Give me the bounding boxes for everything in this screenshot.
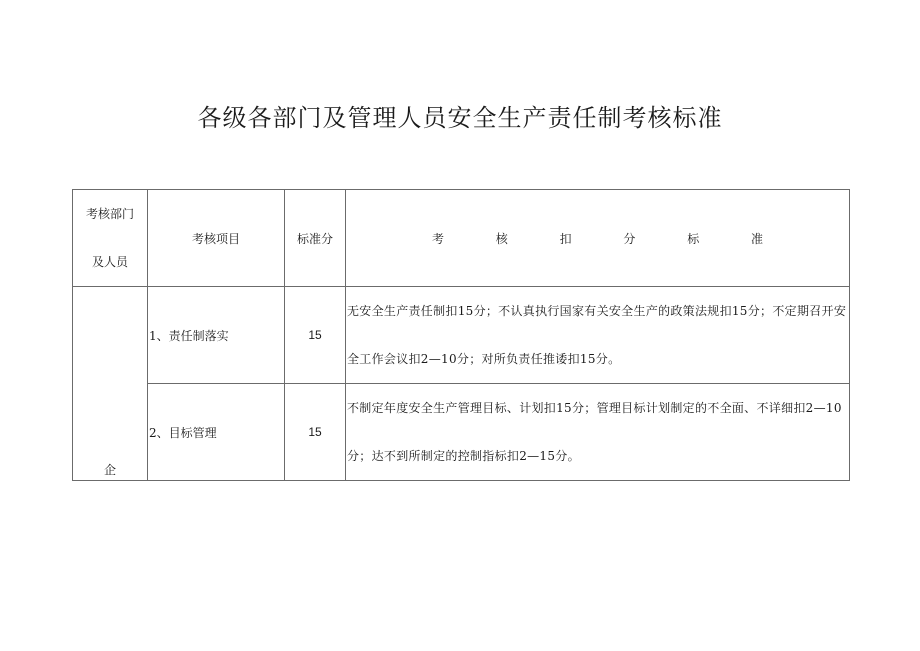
- header-criteria: [346, 190, 850, 287]
- header-dept-line1: 考核部门: [85, 207, 134, 221]
- header-item: 考核项目: [148, 190, 285, 287]
- table-row: [73, 384, 850, 481]
- header-criteria-char: 核: [495, 231, 508, 246]
- page-title: 各级各部门及管理人员安全生产责任制考核标准: [197, 104, 723, 132]
- header-criteria-char: 考: [432, 231, 445, 246]
- criteria-cell: 不制定年度安全生产管理目标、计划扣15分；管理目标计划制定的不全面、不详细扣2—10分；达不到所制定的控制指标扣2—15分。: [346, 384, 850, 481]
- item-cell: 2、目标管理: [148, 384, 285, 481]
- header-score: 标准分: [285, 190, 346, 287]
- header-criteria-char: 分: [623, 231, 636, 246]
- header-criteria-char: 扣: [559, 231, 572, 246]
- score-cell: 15: [285, 287, 346, 384]
- dept-cell: 企: [73, 287, 148, 481]
- header-row: [73, 190, 850, 287]
- criteria-cell: 无安全生产责任制扣15分；不认真执行国家有关安全生产的政策法规扣15分；不定期召开安全工作会议扣2—10分；对所负责任推诿扣15分。: [346, 287, 850, 384]
- header-criteria-char: 标: [687, 231, 700, 246]
- assessment-table: [72, 189, 850, 481]
- item-cell: 1、责任制落实: [148, 287, 285, 384]
- header-dept: [73, 190, 148, 287]
- header-criteria-char: 准: [750, 231, 763, 246]
- score-cell: 15: [285, 384, 346, 481]
- header-dept-line2: 及人员: [91, 255, 128, 269]
- table-row: [73, 287, 850, 384]
